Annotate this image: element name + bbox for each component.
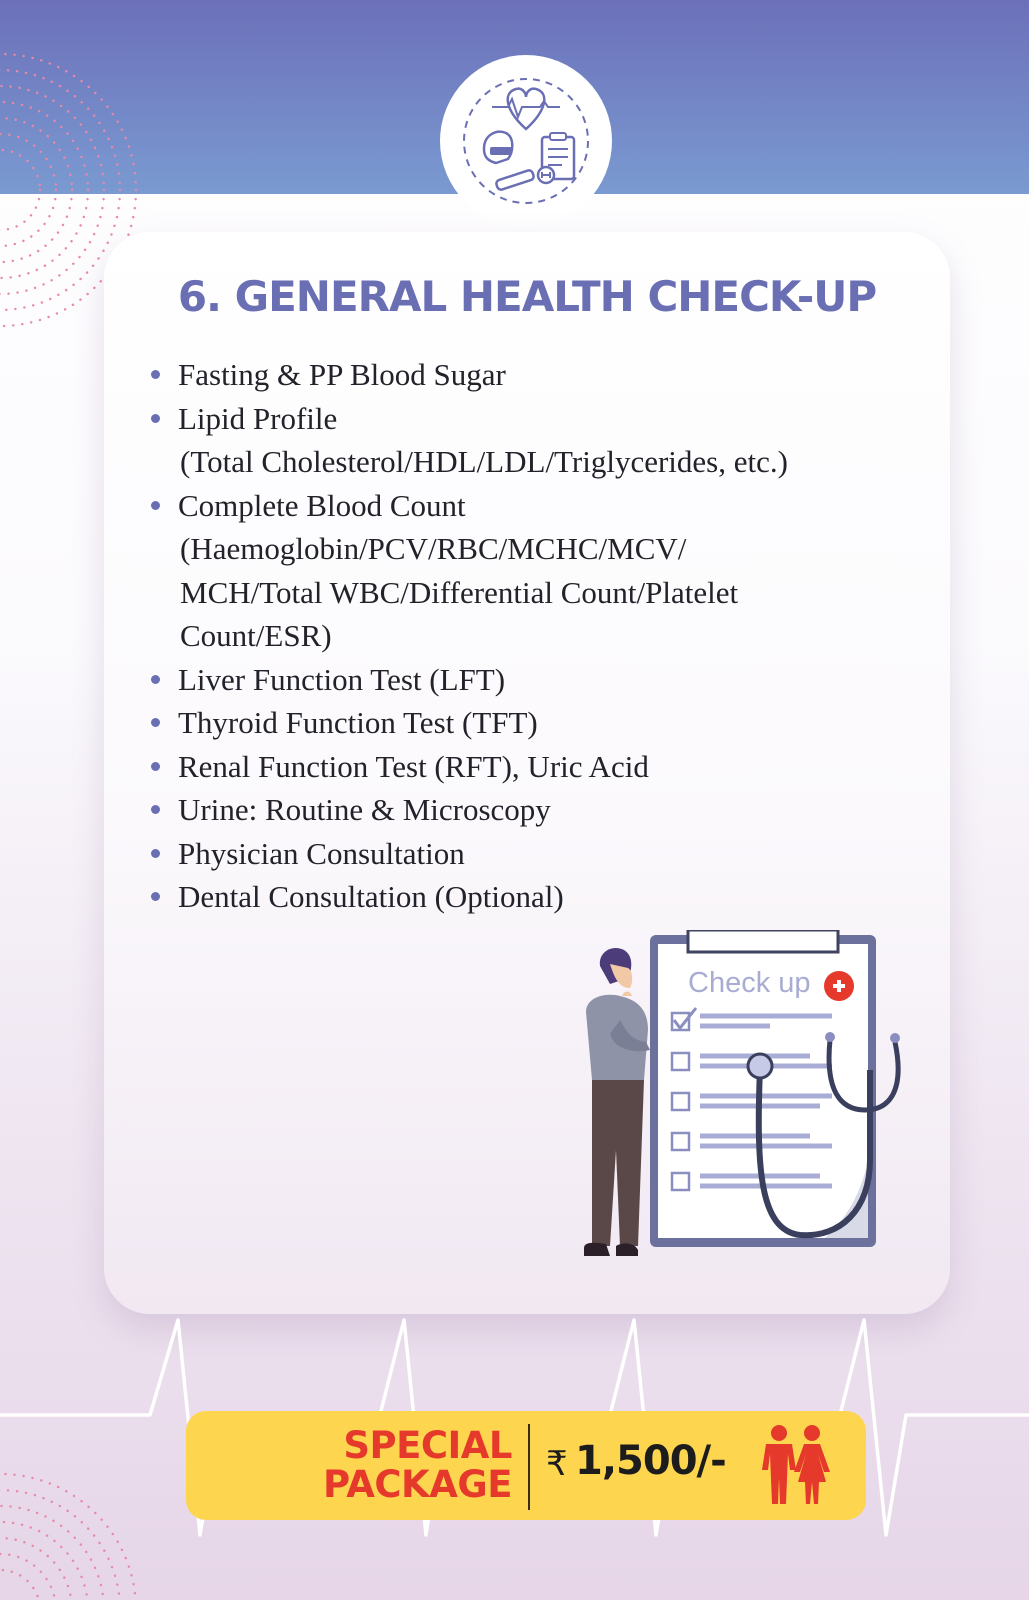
list-item-detail: (Total Cholesterol/HDL/LDL/Triglycerides, etc.) — [180, 444, 788, 479]
package-price: 1,500/- — [575, 1438, 726, 1484]
couple-icon — [760, 1424, 832, 1506]
list-item-label: Fasting & PP Blood Sugar — [178, 357, 506, 392]
special-package-label — [300, 1426, 512, 1504]
list-item-detail: Count/ESR) — [180, 618, 332, 653]
bullet-icon — [151, 718, 160, 727]
emblem — [440, 55, 612, 227]
list-item — [150, 701, 910, 745]
list-item-detail: (Haemoglobin/PCV/RBC/MCHC/MCV/ — [180, 531, 687, 566]
list-item — [150, 658, 910, 702]
bullet-icon — [151, 805, 160, 814]
list-item-label: Thyroid Function Test (TFT) — [178, 705, 538, 740]
bullet-icon — [151, 849, 160, 858]
list-item-detail: MCH/Total WBC/Differential Count/Platelet — [180, 574, 739, 610]
list-item-label: Lipid Profile — [178, 400, 338, 436]
bullet-icon — [151, 762, 160, 771]
list-item-label: Renal Function Test (RFT), Uric Acid — [178, 748, 649, 784]
banner-divider — [528, 1424, 530, 1510]
list-item — [150, 353, 910, 397]
list-item — [150, 484, 910, 658]
list-item — [150, 875, 910, 919]
list-item — [150, 788, 910, 832]
bullet-icon — [151, 501, 160, 510]
list-item-label: Liver Function Test (LFT) — [178, 661, 506, 697]
bullet-icon — [151, 370, 160, 379]
bullet-icon — [151, 892, 160, 901]
bullet-icon — [151, 675, 160, 684]
list-item — [150, 745, 910, 789]
list-item — [150, 832, 910, 876]
list-item-label: Complete Blood Count — [178, 487, 466, 523]
clipboard-label: Check up — [688, 967, 811, 999]
list-item-label: Dental Consultation (Optional) — [178, 879, 564, 914]
doctor-checkup-illustration — [570, 930, 920, 1290]
bullet-icon — [151, 414, 160, 423]
list-item — [150, 397, 910, 484]
test-list — [150, 353, 910, 919]
list-item-label: Physician Consultation — [178, 835, 465, 871]
special-label-line-1: SPECIAL — [343, 1424, 512, 1467]
rupee-icon: ₹ — [546, 1444, 568, 1484]
health-checkup-emblem-icon — [456, 71, 596, 211]
package-title: 6. GENERAL HEALTH CHECK-UP — [177, 272, 877, 321]
list-item-label: Urine: Routine & Microscopy — [178, 792, 551, 827]
special-label-line-2: PACKAGE — [323, 1463, 512, 1506]
